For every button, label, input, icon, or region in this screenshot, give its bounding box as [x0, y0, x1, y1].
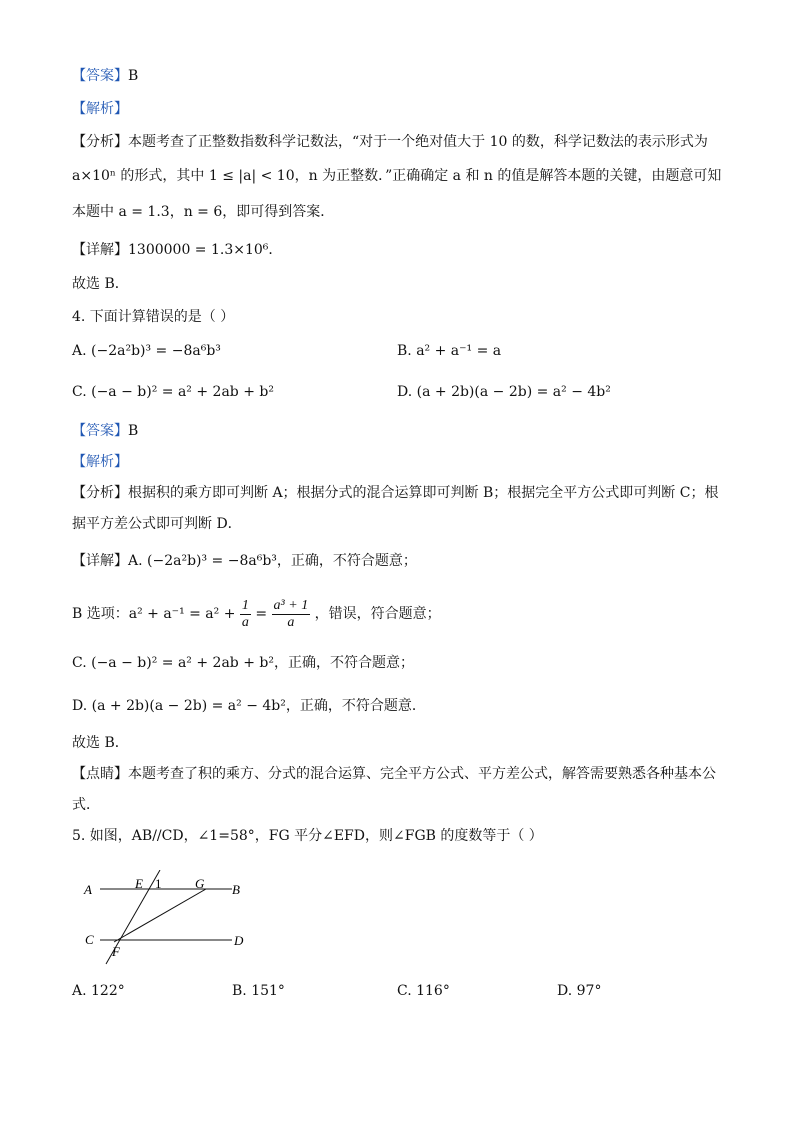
fenxi-text: 根据积的乘方即可判断 A；根据分式的混合运算即可判断 B；根据完全平方公式即可判断 C；根: [128, 485, 719, 501]
answer-value: B: [128, 68, 139, 84]
label-a: A: [84, 882, 92, 897]
q3-choose: 故选 B．: [72, 276, 129, 292]
q4-dianjing-line1: [72, 764, 732, 784]
q4-detail-a: [72, 551, 732, 571]
q4-stem: 4. 下面计算错误的是（ ）: [72, 309, 235, 325]
q4-detail-d: D. (a + 2b)(a − 2b) = a² − 4b²，正确，不符合题意．: [72, 698, 426, 714]
label-g: G: [195, 876, 205, 891]
detail-text: 1300000 = 1.3×10⁶．: [128, 242, 283, 258]
detail-text: A. (−2a²b)³ = −8a⁶b³，正确，不符合题意；: [128, 553, 417, 569]
q5-option-d: D. 97°: [557, 983, 602, 999]
q4-option-b: B. a² + a⁻¹ = a: [397, 343, 502, 359]
q5-stem: 5. 如图，AB//CD，∠1=58°，FG 平分∠EFD，则∠FGB 的度数等于（ ）: [72, 828, 543, 844]
fenxi-tag: 【分析】: [72, 134, 128, 150]
fraction-numerator: a³ + 1: [273, 597, 309, 613]
fraction-a3-plus-1-over-a: [272, 598, 311, 631]
q4-choose: 故选 B．: [72, 735, 129, 751]
q3-fenxi-line2: a×10ⁿ 的形式，其中 1 ≤ |a| < 10，n 为正整数．”正确确定 a 和 n 的值是解答本题的关键，由题意可知: [72, 168, 722, 184]
q4-fenxi-line1: [72, 483, 732, 503]
fraction-denominator: a: [241, 614, 249, 630]
q4-answer-line: [72, 421, 732, 441]
analysis-tag: 【解析】: [72, 101, 128, 117]
answer-tag: 【答案】: [72, 68, 128, 84]
q4-option-d: D. (a + 2b)(a − 2b) = a² − 4b²: [397, 384, 611, 400]
label-f: F: [112, 944, 120, 959]
q5-option-b: B. 151°: [232, 983, 285, 999]
q3-fenxi-line3: 本题中 a = 1.3，n = 6，即可得到答案．: [72, 204, 335, 220]
detail-tag: 【详解】: [72, 242, 128, 258]
label-angle-1: 1: [155, 876, 162, 891]
label-c: C: [85, 932, 94, 947]
label-b: B: [232, 882, 240, 897]
q4-analysis-line: [72, 452, 732, 472]
detail-b-pre: B 选项：a² + a⁻¹ = a² +: [72, 606, 236, 622]
detail-tag: 【详解】: [72, 553, 128, 569]
q5-option-c: C. 116°: [397, 983, 450, 999]
equals-sign: =: [255, 606, 268, 622]
fenxi-text: 本题考查了正整数指数科学记数法，“对于一个绝对值大于 10 的数，科学记数法的表示形式为: [128, 134, 708, 150]
answer-tag: 【答案】: [72, 423, 128, 439]
detail-b-post: ，错误，符合题意；: [314, 606, 441, 622]
analysis-tag: 【解析】: [72, 454, 128, 470]
label-e: E: [135, 876, 143, 891]
line-fg: [114, 889, 206, 942]
q5-option-a: A. 122°: [72, 983, 125, 999]
answer-value: B: [128, 423, 139, 439]
q3-detail-line: [72, 240, 732, 260]
q4-option-c: C. (−a − b)² = a² + 2ab + b²: [72, 384, 274, 400]
fraction-1-over-a: [240, 598, 251, 631]
fraction-numerator: 1: [241, 597, 249, 613]
q3-answer-line: [72, 66, 732, 86]
q4-detail-b: [72, 594, 732, 634]
q3-analysis-line: [72, 99, 732, 119]
q4-detail-c: C. (−a − b)² = a² + 2ab + b²，正确，不符合题意；: [72, 655, 414, 671]
q4-option-a: A. (−2a²b)³ = −8a⁶b³: [72, 343, 221, 359]
fraction-denominator: a: [287, 614, 295, 630]
dianjing-tag: 【点睛】: [72, 766, 128, 782]
q4-fenxi-line2: 据平方差公式即可判断 D．: [72, 516, 242, 532]
label-d: D: [234, 933, 244, 948]
q3-fenxi-line1: [72, 132, 732, 152]
q4-dianjing-line2: 式．: [72, 797, 100, 813]
fenxi-tag: 【分析】: [72, 485, 128, 501]
parallel-lines-figure: [80, 870, 280, 965]
dianjing-text: 本题考查了积的乘方、分式的混合运算、完全平方公式、平方差公式，解答需要熟悉各种基本公: [128, 766, 716, 782]
